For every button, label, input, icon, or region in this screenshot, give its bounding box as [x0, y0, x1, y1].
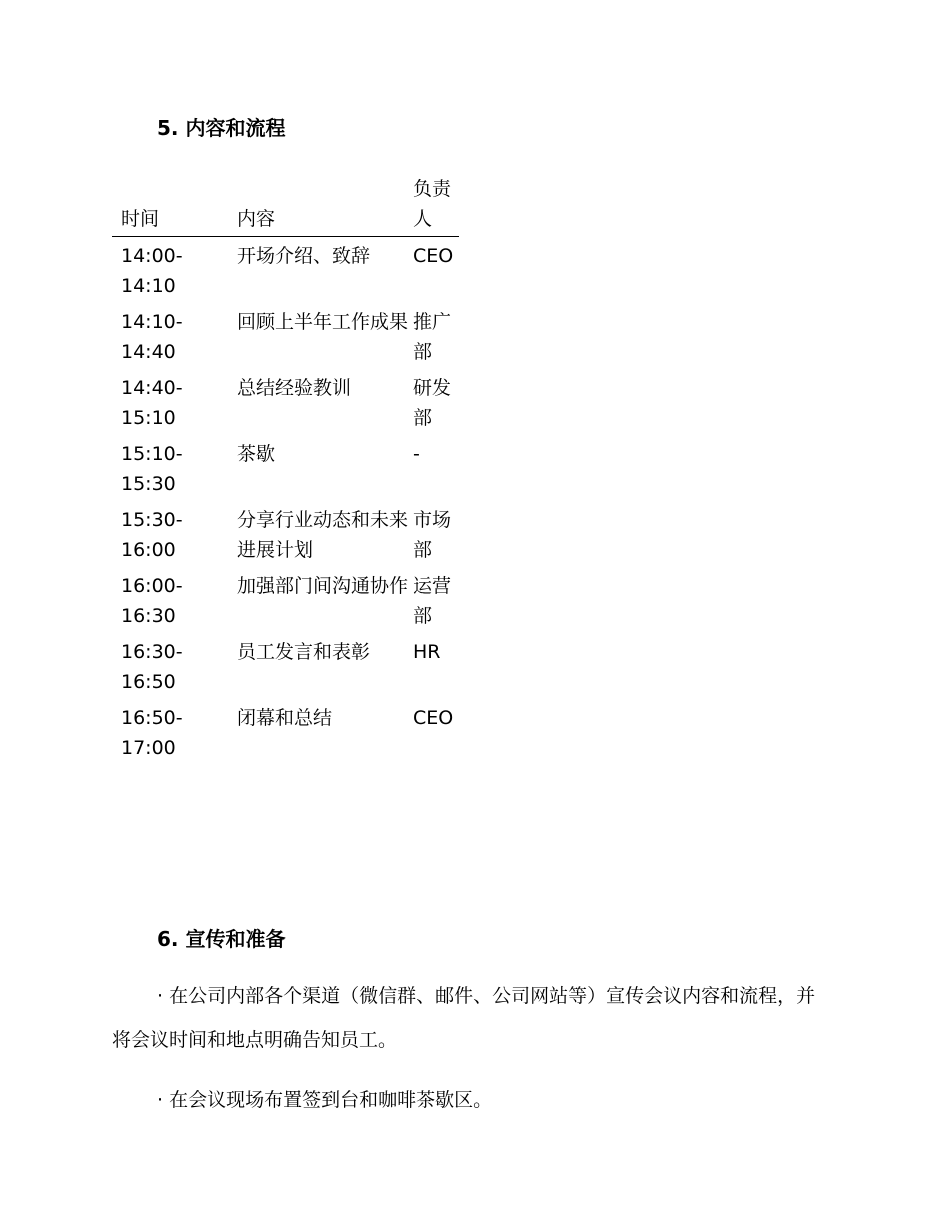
time-cell: 15:30-16:00 [121, 509, 183, 561]
content-cell: 开场介绍、致辞 [237, 245, 371, 267]
owner-cell: 推广部 [413, 311, 452, 363]
table-row [112, 567, 459, 633]
time-cell: 16:50-17:00 [121, 707, 183, 759]
time-cell: 16:30-16:50 [121, 641, 183, 693]
owner-cell: CEO [413, 707, 454, 729]
time-cell: 16:00-16:30 [121, 575, 183, 627]
content-cell: 员工发言和表彰 [237, 641, 371, 663]
owner-cell: - [413, 443, 420, 465]
owner-cell: CEO [413, 245, 454, 267]
schedule-table [112, 172, 459, 765]
owner-cell: 运营部 [413, 575, 452, 627]
time-cell: 14:40-15:10 [121, 377, 183, 429]
time-cell: 14:00-14:10 [121, 245, 183, 297]
owner-cell: 市场部 [413, 509, 452, 561]
owner-cell: 研发部 [413, 377, 452, 429]
header-owner: 负责人 [413, 172, 459, 237]
table-row [112, 501, 459, 567]
owner-cell: HR [413, 641, 441, 663]
table-row [112, 369, 459, 435]
content-cell: 茶歇 [237, 443, 276, 465]
section-6-heading: 6. 宣传和准备 [157, 927, 286, 951]
promotion-paragraph: · 在公司内部各个渠道（微信群、邮件、公司网站等）宣传会议内容和流程，并将会议时间和地点明确告知员工。 [112, 985, 816, 1051]
time-cell: 15:10-15:30 [121, 443, 183, 495]
table-header-row [112, 172, 459, 237]
header-content: 内容 [237, 172, 413, 237]
table-row [112, 303, 459, 369]
table-row [112, 633, 459, 699]
table-row [112, 237, 459, 304]
content-cell: 加强部门间沟通协作 [237, 575, 409, 597]
venue-setup-paragraph: · 在会议现场布置签到台和咖啡茶歇区。 [157, 1089, 493, 1111]
section-5-heading: 5. 内容和流程 [157, 116, 286, 140]
header-time: 时间 [112, 172, 237, 237]
content-cell: 分享行业动态和未来进展计划 [237, 509, 409, 561]
content-cell: 闭幕和总结 [237, 707, 333, 729]
table-row [112, 435, 459, 501]
content-cell: 回顾上半年工作成果 [237, 311, 409, 333]
table-row [112, 699, 459, 765]
content-cell: 总结经验教训 [237, 377, 352, 399]
time-cell: 14:10-14:40 [121, 311, 183, 363]
